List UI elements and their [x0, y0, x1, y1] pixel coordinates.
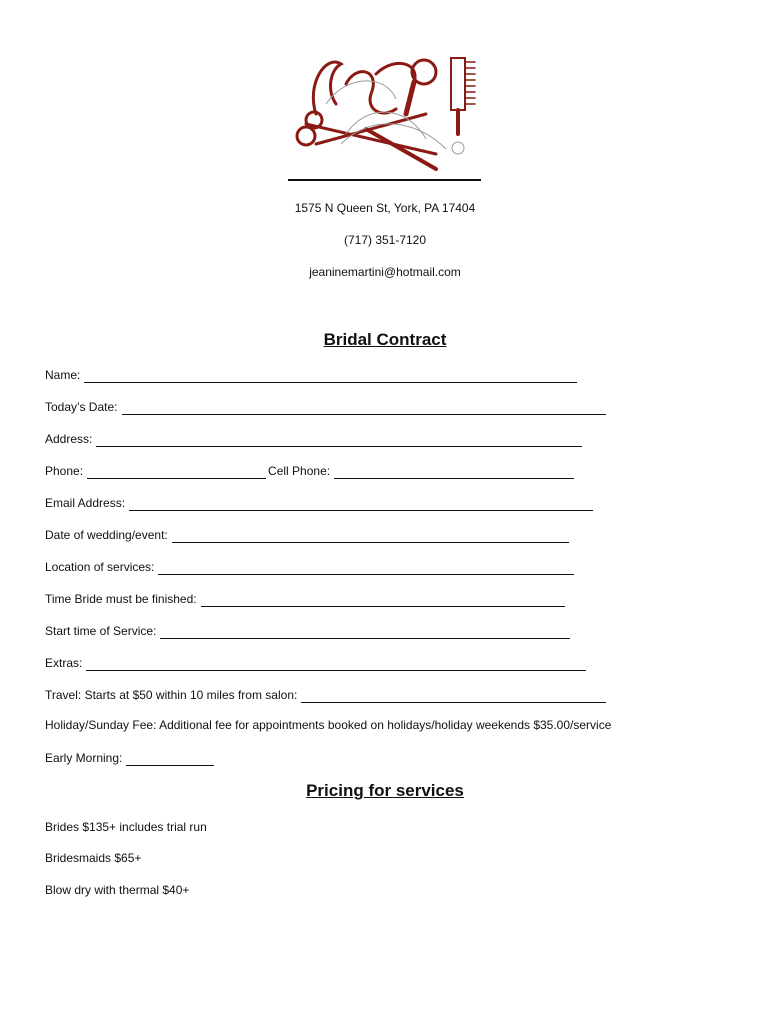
wedding-date-label: Date of wedding/event:: [45, 528, 168, 542]
cell-phone-field[interactable]: [334, 466, 574, 479]
email-row: [45, 495, 593, 511]
name-label: Name:: [45, 368, 81, 382]
address-row: [45, 431, 582, 447]
finish-time-label: Time Bride must be finished:: [45, 592, 197, 606]
location-field[interactable]: [158, 562, 574, 575]
early-morning-row: [45, 750, 214, 766]
email-label: Email Address:: [45, 496, 126, 510]
early-morning-label: Early Morning:: [45, 751, 123, 765]
extras-row: [45, 655, 586, 671]
date-field[interactable]: [122, 402, 606, 415]
name-row: [45, 367, 577, 383]
price-item: Bridesmaids $65+: [45, 851, 142, 865]
start-time-row: [45, 623, 570, 639]
address-label: Address:: [45, 432, 93, 446]
pricing-title: Pricing for services: [306, 781, 464, 800]
logo-underline: [288, 179, 481, 181]
price-item: Brides $135+ includes trial run: [45, 820, 207, 834]
extras-label: Extras:: [45, 656, 83, 670]
travel-field[interactable]: [301, 690, 606, 703]
travel-row: [45, 687, 606, 703]
salon-address: 1575 N Queen St, York, PA 17404: [294, 201, 476, 215]
phone-label: Phone:: [45, 464, 84, 478]
start-time-field[interactable]: [160, 626, 570, 639]
date-row: [45, 399, 606, 415]
date-label: Today’s Date:: [45, 400, 118, 414]
address-field[interactable]: [96, 434, 582, 447]
finish-time-row: [45, 591, 565, 607]
salon-email: jeaninemartini@hotmail.com: [309, 265, 461, 279]
holiday-fee-text: Holiday/Sunday Fee: Additional fee for appointments booked on holidays/holiday weekends $35.00/service: [45, 718, 612, 732]
email-field[interactable]: [129, 498, 593, 511]
salon-tools-logo: [286, 44, 482, 180]
contract-title: Bridal Contract: [323, 330, 447, 349]
wedding-date-field[interactable]: [172, 530, 569, 543]
early-morning-field[interactable]: [126, 753, 214, 766]
start-time-label: Start time of Service:: [45, 624, 157, 638]
finish-time-field[interactable]: [201, 594, 565, 607]
phone-field[interactable]: [87, 466, 266, 479]
salon-phone: (717) 351-7120: [343, 233, 427, 247]
wedding-date-row: [45, 527, 569, 543]
price-item: Blow dry with thermal $40+: [45, 883, 190, 897]
location-row: [45, 559, 574, 575]
cell-phone-label: Cell Phone:: [268, 464, 331, 478]
phone-row: [45, 463, 574, 479]
travel-label: Travel: Starts at $50 within 10 miles from salon:: [45, 688, 298, 702]
extras-field[interactable]: [86, 658, 586, 671]
name-field[interactable]: [84, 370, 577, 383]
location-label: Location of services:: [45, 560, 155, 574]
